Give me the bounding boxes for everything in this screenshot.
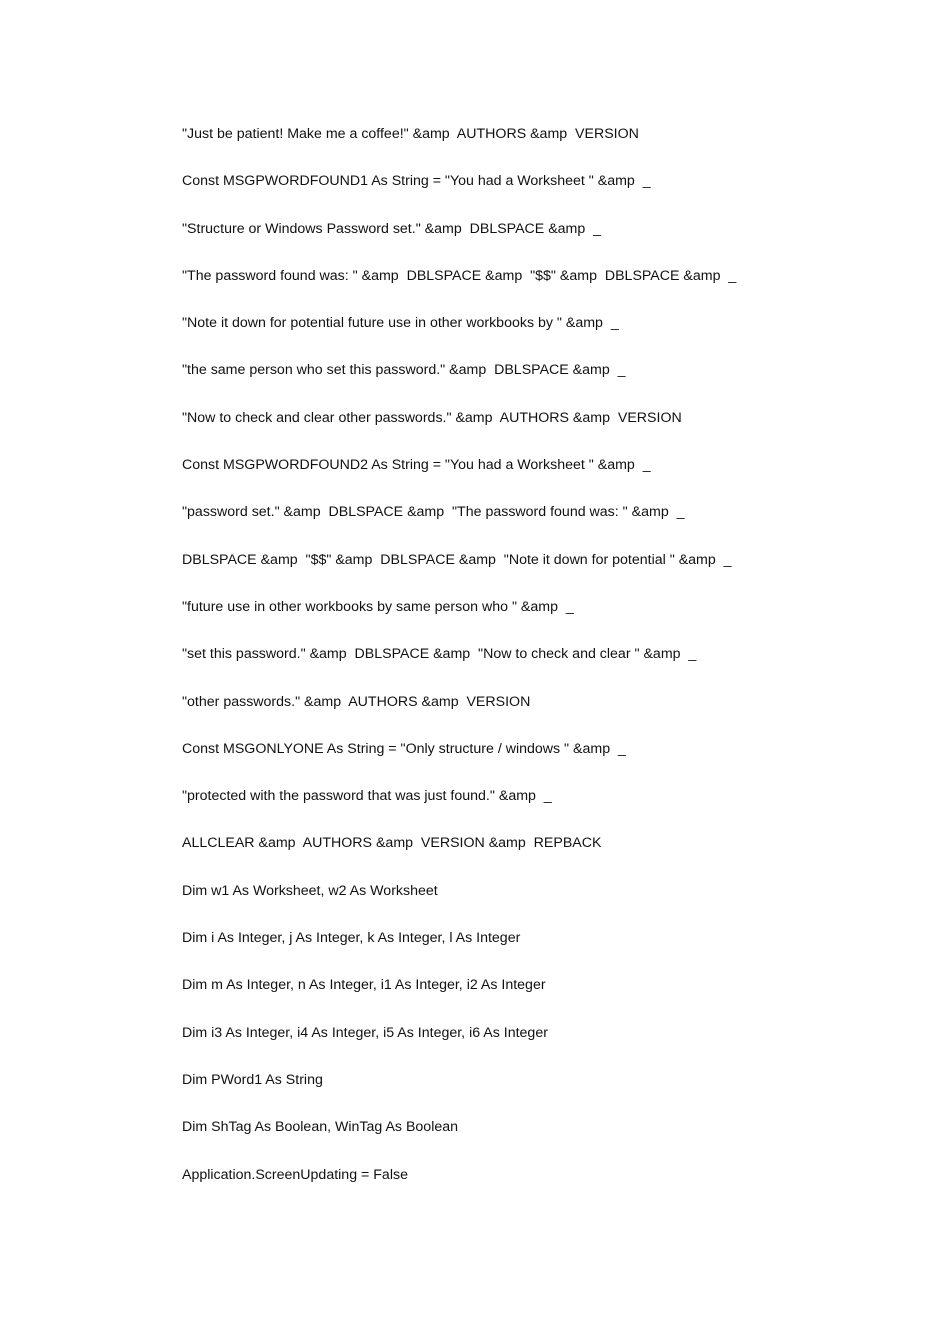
code-line: "password set." &amp DBLSPACE &amp "The password found was: " &amp _ (182, 504, 685, 521)
code-line: Application.ScreenUpdating = False (182, 1166, 408, 1183)
code-line: DBLSPACE &amp "$$" &amp DBLSPACE &amp "Note it down for potential " &amp _ (182, 551, 732, 568)
code-line: "Just be patient! Make me a coffee!" &amp AUTHORS &amp VERSION (182, 126, 639, 142)
code-line: ALLCLEAR &amp AUTHORS &amp VERSION &amp REPBACK (182, 835, 602, 852)
code-line: "the same person who set this password." &amp DBLSPACE &amp _ (182, 362, 626, 379)
code-line: Dim ShTag As Boolean, WinTag As Boolean (182, 1119, 459, 1136)
code-line: "other passwords." &amp AUTHORS &amp VERSION (182, 693, 531, 710)
code-line: Const MSGPWORDFOUND1 As String = "You had a Worksheet " &amp _ (182, 173, 651, 190)
code-line: "Note it down for potential future use in other workbooks by " &amp _ (182, 315, 619, 332)
code-line: "Structure or Windows Password set." &amp DBLSPACE &amp _ (182, 220, 602, 237)
code-line: "The password found was: " &amp DBLSPACE &amp "$$" &amp DBLSPACE &amp _ (182, 267, 737, 284)
code-line: Dim PWord1 As String (182, 1071, 323, 1088)
code-line: Dim i3 As Integer, i4 As Integer, i5 As Integer, i6 As Integer (182, 1024, 548, 1041)
code-line: "set this password." &amp DBLSPACE &amp "Now to check and clear " &amp _ (182, 646, 697, 663)
code-line: "Now to check and clear other passwords." &amp AUTHORS &amp VERSION (182, 409, 682, 426)
code-line: Const MSGONLYONE As String = "Only structure / windows " &amp _ (182, 740, 626, 757)
code-line: Const MSGPWORDFOUND2 As String = "You had a Worksheet " &amp _ (182, 457, 651, 474)
code-line: Dim i As Integer, j As Integer, k As Integer, l As Integer (182, 930, 521, 947)
code-line: "future use in other workbooks by same person who " &amp _ (182, 598, 574, 615)
code-line: "protected with the password that was just found." &amp _ (182, 788, 552, 805)
code-line: Dim w1 As Worksheet, w2 As Worksheet (182, 882, 438, 899)
code-line: Dim m As Integer, n As Integer, i1 As Integer, i2 As Integer (182, 977, 546, 994)
code-listing (182, 124, 902, 1212)
